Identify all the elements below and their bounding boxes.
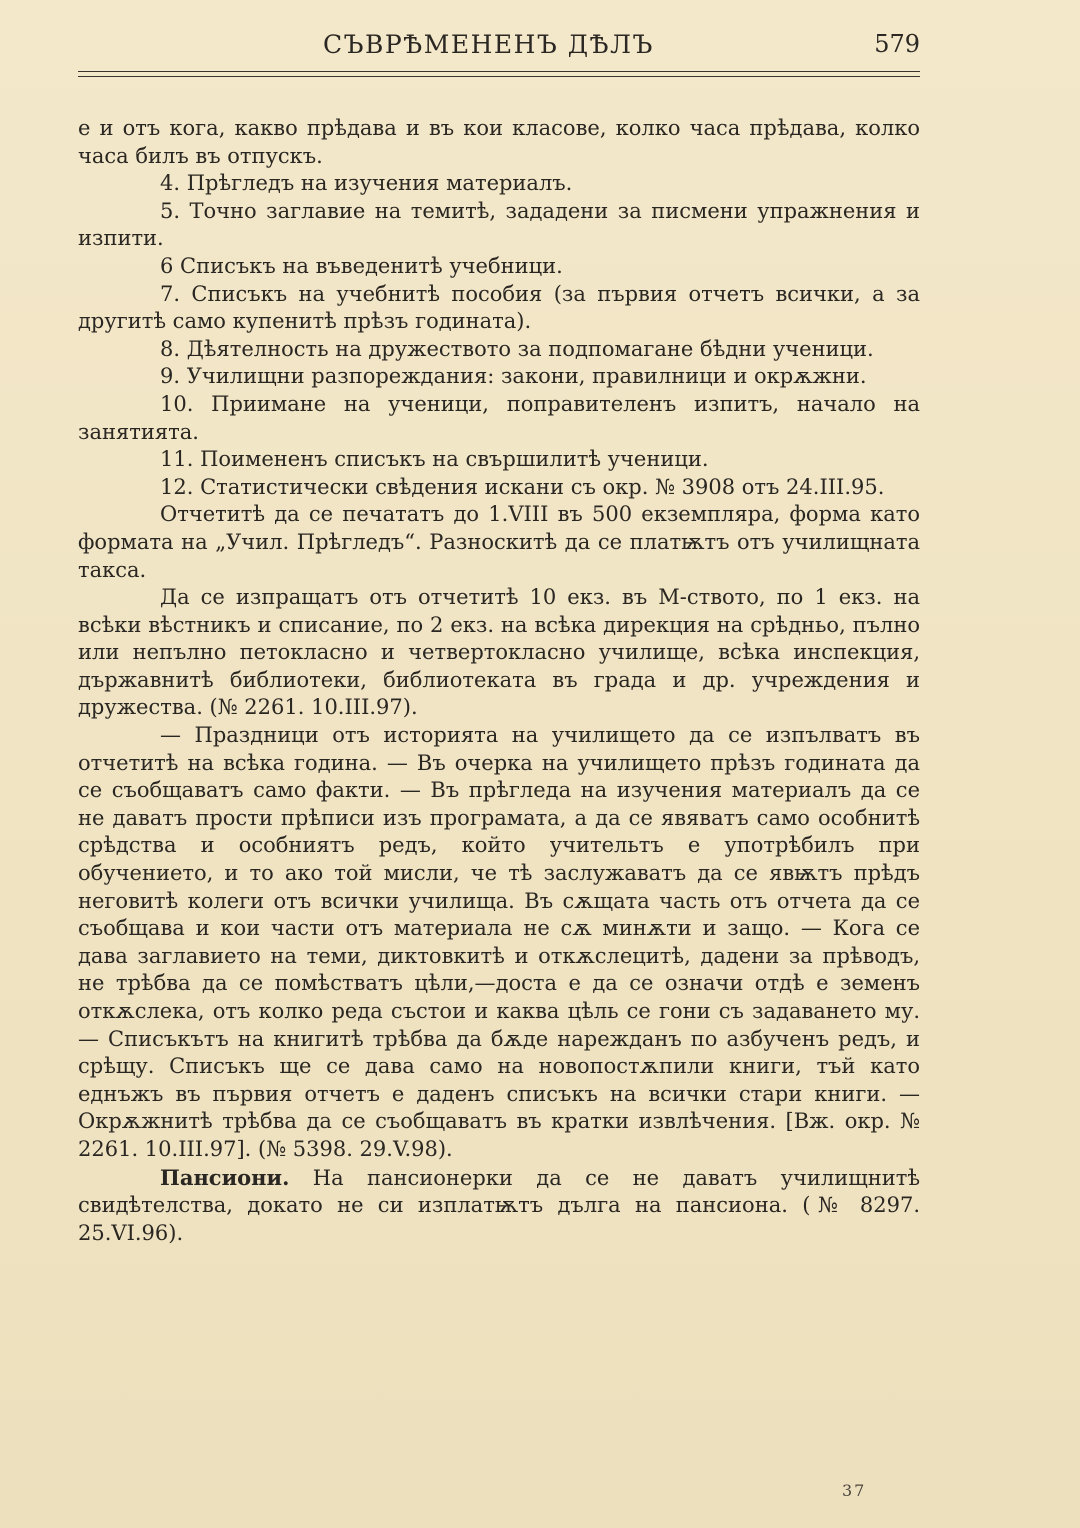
list-item-8: 8. Дѣятелность на дружеството за подпомагане бѣдни ученици. <box>160 336 874 361</box>
pansioni-heading: Пансиони. <box>160 1164 290 1190</box>
page-number: 579 <box>874 30 920 58</box>
list-item-9: 9. Училищни разпореждания: закони, правилници и окрѫжни. <box>160 364 867 389</box>
pansioni-text: На пансионерки да се не даватъ училищнитѣ свидѣтелства, докато не си изплатѭтъ дълга на пансиона. (№ 8297. 25.VI.96). <box>78 1165 920 1245</box>
paragraph-pansioni <box>78 1164 920 1248</box>
paragraph-instructions: — Праздници отъ историята на училището да се изпълватъ въ отчетитѣ на всѣка година. — Въ очерка на училището прѣзъ годината да се съобщаватъ само факти. — Въ прѣгледа на изучения материалъ да се не даватъ прости прѣписи изъ програмата, а да се явяватъ само особнитѣ срѣдства и особниятъ редъ, който учительтъ е употрѣбилъ при обучението, и то ако той мисли, че тѣ заслужаватъ да се явѭтъ прѣдъ неговитѣ колеги отъ всички училища. Въ сѫщата часть отъ отчета да се съобщава и кои части отъ материала не сѫ минѫти и защо. — Кога се дава заглавието на теми, диктовкитѣ и откѫслецитѣ, дадени за прѣводъ, не трѣбва да се помѣстватъ цѣли,—доста е да се означи отдѣ е земенъ откѫслека, отъ колко реда състои и каква цѣль се гони съ задаването му. — Списъкътъ на книгитѣ трѣбва да бѫде нарежданъ по азбученъ редъ, и срѣщу. Списъкъ ще се дава само на новопостѫпили книги, тъй като еднъжъ въ първия отчетъ е даденъ списъкъ на всички стари книги. — Окрѫжнитѣ трѣбва да се съобщаватъ въ кратки извлѣчения. [Вж. окр. № 2261. 10.III.97]. (№ 5398. 29.V.98). <box>78 723 920 1161</box>
header-rule-bottom <box>78 76 920 77</box>
paragraph-continuation: е и отъ кога, какво прѣдава и въ кои класове, колко часа прѣдава, колко часа билъ въ отпускъ. <box>78 116 920 168</box>
paragraph-distribution: Да се изпращатъ отъ отчетитѣ 10 екз. въ М-ството, по 1 екз. на всѣки вѣстникъ и списание, по 2 екз. на всѣка дирекция на срѣдньо, пълно или непълно петокласно и четвертокласно училище, всѣка инспекция, държавнитѣ библиотеки, библиотеката въ града и др. учреждения и дружества. (№ 2261. 10.III.97). <box>78 585 920 720</box>
paragraph-printing: Отчетитѣ да се печататъ до 1.VIII въ 500 екземпляра, форма като формата на „Учил. Прѣгледъ“. Разноскитѣ да се платѭтъ отъ училищната такса. <box>78 502 920 582</box>
list-item-5: 5. Точно заглавие на темитѣ, зададени за писмени упражнения и изпити. <box>78 198 920 251</box>
body-text <box>78 115 920 1247</box>
list-item-4: 4. Прѣгледъ на изучения материалъ. <box>160 171 573 196</box>
page-header <box>78 30 920 70</box>
list-item-7: 7. Списъкъ на учебнитѣ пособия (за първия отчетъ всички, а за другитѣ само купенитѣ прѣзъ годината). <box>78 281 920 334</box>
running-title: СЪВРѢМЕНЕНЪ ДѢЛЪ <box>323 30 654 59</box>
header-rule-top <box>78 71 920 72</box>
signature-mark: 37 <box>842 1481 867 1500</box>
list-item-11: 11. Поимененъ списъкъ на свършилитѣ ученици. <box>160 447 709 472</box>
list-item-6: 6 Списъкъ на въведенитѣ учебници. <box>160 253 563 278</box>
list-item-12: 12. Статистически свѣдения искани съ окр. № 3908 отъ 24.III.95. <box>160 474 885 499</box>
list-item-10: 10. Приимане на ученици, поправителенъ изпитъ, начало на занятията. <box>78 391 920 444</box>
